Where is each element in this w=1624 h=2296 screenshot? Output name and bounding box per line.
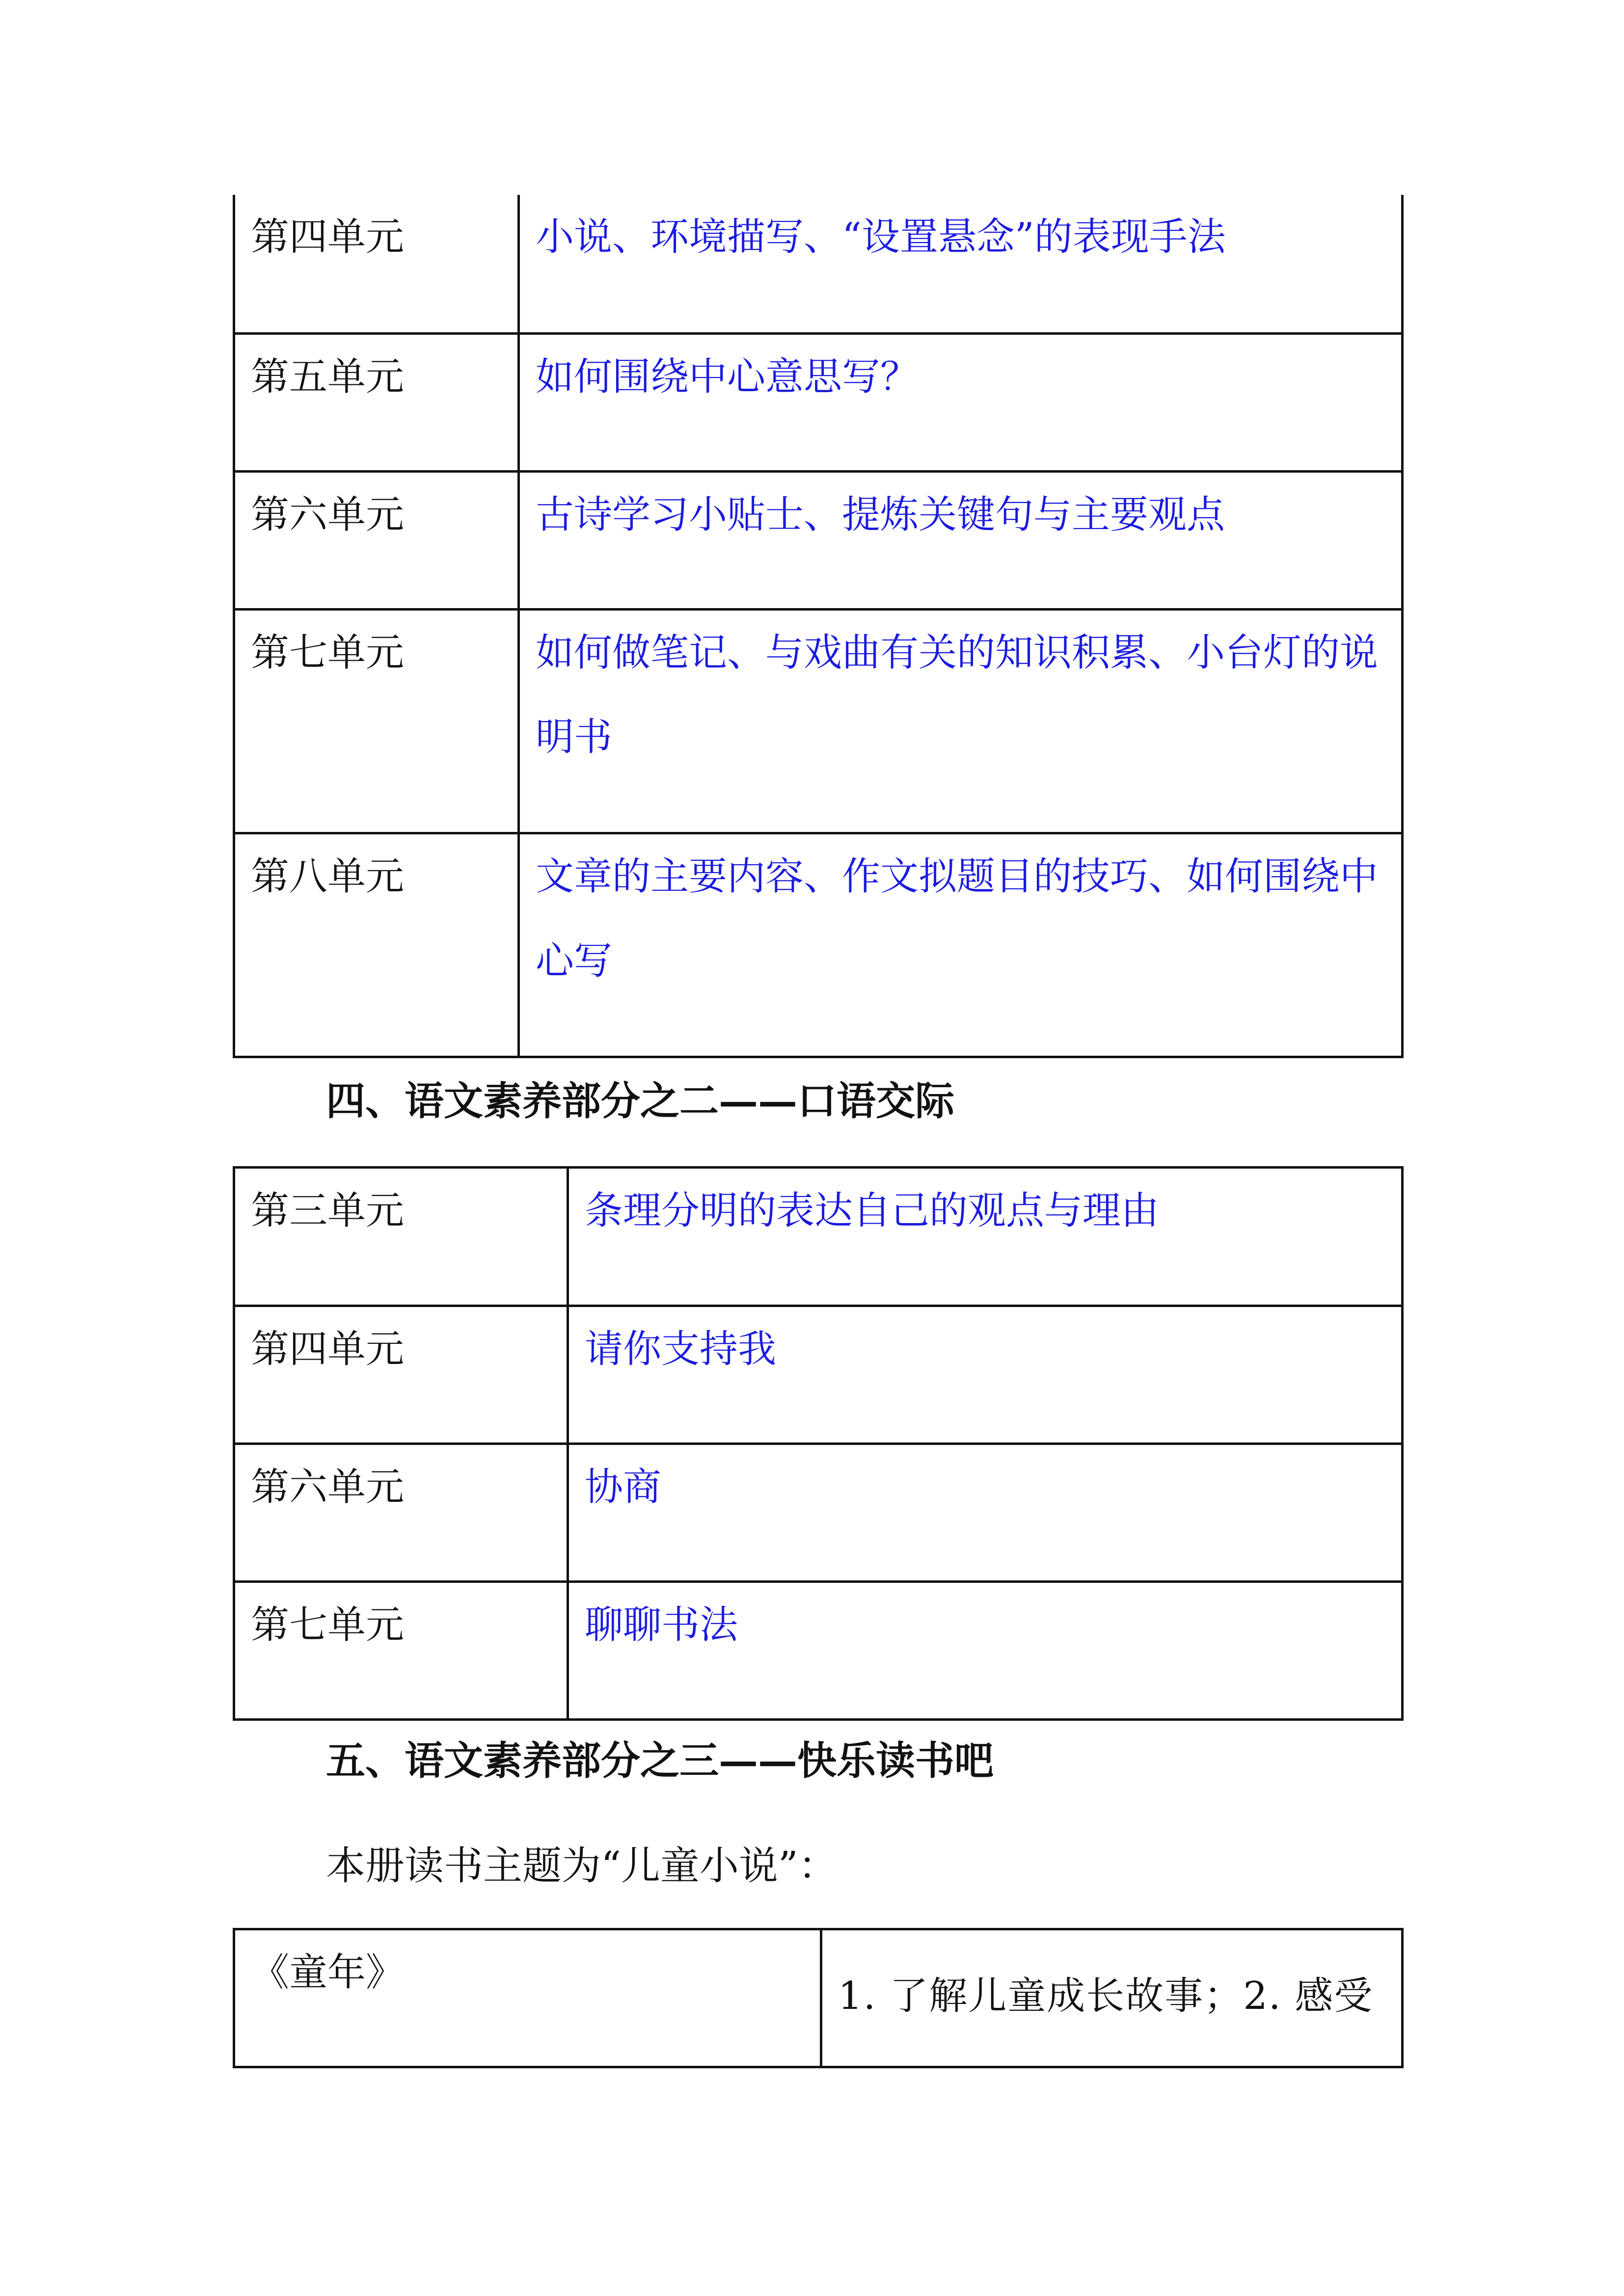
content-cell: 请你支持我 [568, 1306, 1403, 1444]
table-row [234, 333, 1403, 471]
oral-communication-table [233, 1166, 1404, 1721]
content-cell: 聊聊书法 [568, 1582, 1403, 1720]
table-row [234, 609, 1403, 833]
reading-list-table [233, 1928, 1404, 2068]
unit-cell: 第三单元 [234, 1168, 568, 1306]
content-cell: 如何围绕中心意思写？ [519, 333, 1403, 471]
unit-cell: 第四单元 [234, 1306, 568, 1444]
table-row [234, 1582, 1403, 1720]
reading-goal-cell: 1. 了解儿童成长故事；2. 感受 [821, 1929, 1403, 2067]
unit-cell: 第八单元 [234, 833, 519, 1057]
unit-table-continued [233, 195, 1404, 1058]
table-row [234, 1444, 1403, 1582]
table-row [234, 195, 1403, 333]
unit-cell: 第七单元 [234, 1582, 568, 1720]
table-row [234, 1306, 1403, 1444]
table-row [234, 471, 1403, 609]
table-row [234, 1929, 1403, 2067]
content-cell: 如何做笔记、与戏曲有关的知识积累、小台灯的说明书 [519, 609, 1403, 833]
section-heading-oral-communication: 四、语文素养部分之二——口语交际 [326, 1078, 954, 1124]
reading-theme-intro: 本册读书主题为“儿童小说”： [326, 1843, 838, 1889]
content-cell: 古诗学习小贴士、提炼关键句与主要观点 [519, 471, 1403, 609]
content-cell: 条理分明的表达自己的观点与理由 [568, 1168, 1403, 1306]
unit-cell: 第七单元 [234, 609, 519, 833]
section-heading-happy-reading: 五、语文素养部分之三——快乐读书吧 [326, 1737, 994, 1784]
book-title-cell: 《童年》 [234, 1929, 821, 2067]
content-cell: 小说、环境描写、“设置悬念”的表现手法 [519, 195, 1403, 333]
content-cell: 文章的主要内容、作文拟题目的技巧、如何围绕中心写 [519, 833, 1403, 1057]
unit-cell: 第五单元 [234, 333, 519, 471]
table-row [234, 833, 1403, 1057]
unit-cell: 第四单元 [234, 195, 519, 333]
content-cell: 协商 [568, 1444, 1403, 1582]
table-row [234, 1168, 1403, 1306]
unit-cell: 第六单元 [234, 1444, 568, 1582]
unit-cell: 第六单元 [234, 471, 519, 609]
